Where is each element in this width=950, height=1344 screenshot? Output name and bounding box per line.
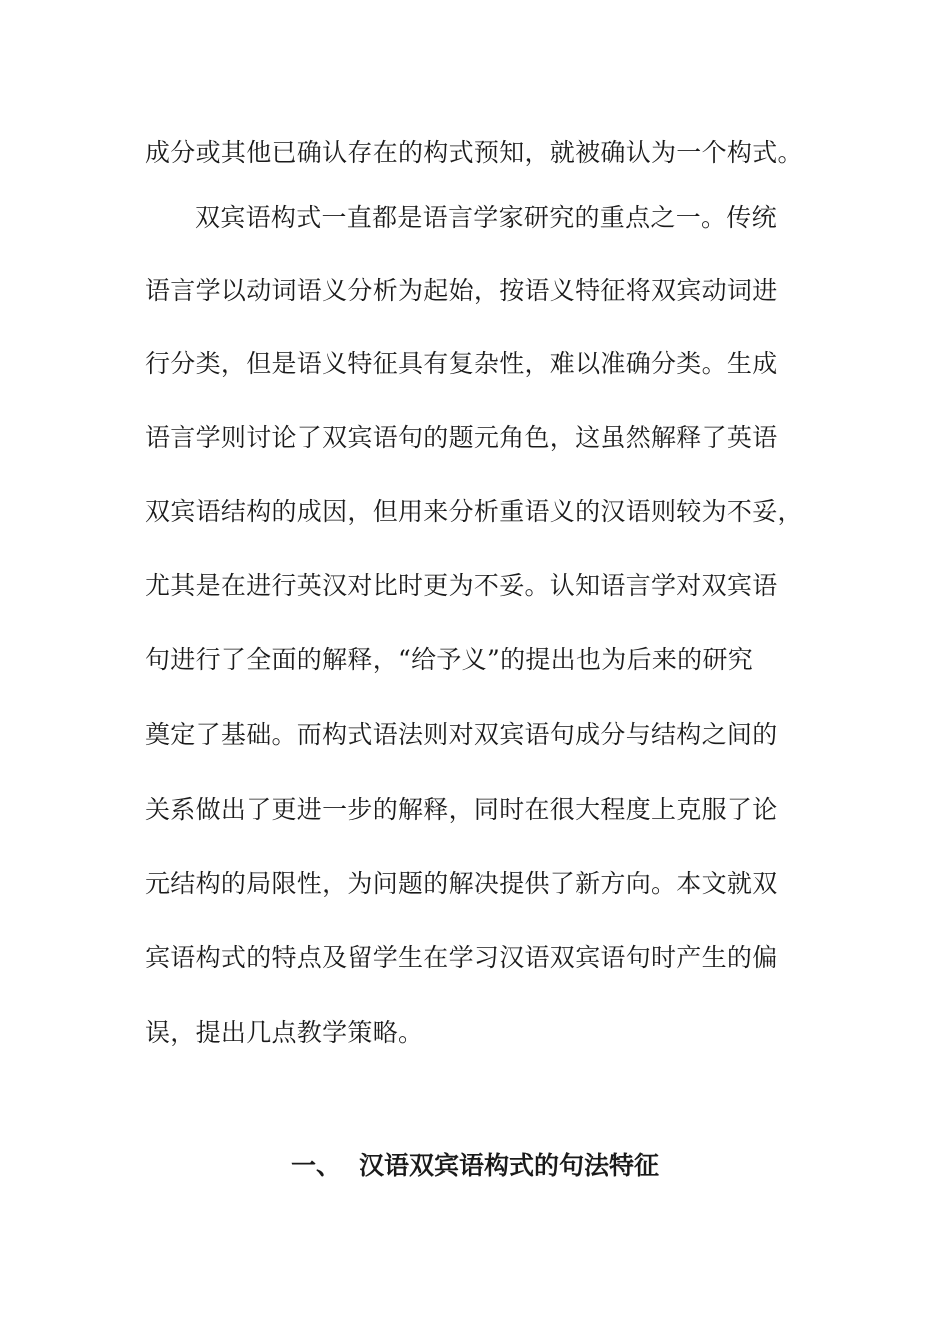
paragraph-line: 成分或其他已确认存在的构式预知，就被确认为一个构式。	[145, 138, 803, 167]
paragraph-line: 双宾语构式一直都是语言学家研究的重点之一。传统	[195, 203, 777, 232]
paragraph-line: 语言学以动词语义分析为起始，按语义特征将双宾动词进	[145, 276, 778, 305]
paragraph-line: 奠定了基础。而构式语法则对双宾语句成分与结构之间的	[145, 720, 778, 749]
paragraph-line: 宾语构式的特点及留学生在学习汉语双宾语句时产生的偏	[145, 943, 778, 972]
section-heading	[0, 1148, 950, 1184]
section-number: 一、	[290, 1151, 341, 1180]
paragraph-line: 误，提出几点教学策略。	[145, 1018, 424, 1047]
paragraph-line: 尤其是在进行英汉对比时更为不妥。认知语言学对双宾语	[145, 571, 778, 600]
paragraph-line: 双宾语结构的成因，但用来分析重语义的汉语则较为不妥，	[145, 497, 803, 526]
paragraph-line: 行分类，但是语义特征具有复杂性，难以准确分类。生成	[145, 349, 778, 378]
paragraph-line: 元结构的局限性，为问题的解决提供了新方向。本文就双	[145, 869, 778, 898]
paragraph-line: 语言学则讨论了双宾语句的题元角色，这虽然解释了英语	[145, 423, 778, 452]
paragraph-line: 关系做出了更进一步的解释，同时在很大程度上克服了论	[145, 795, 778, 824]
paragraph-line: 句进行了全面的解释，“给予义”的提出也为后来的研究	[145, 645, 754, 674]
section-title: 汉语双宾语构式的句法特征	[359, 1151, 660, 1180]
